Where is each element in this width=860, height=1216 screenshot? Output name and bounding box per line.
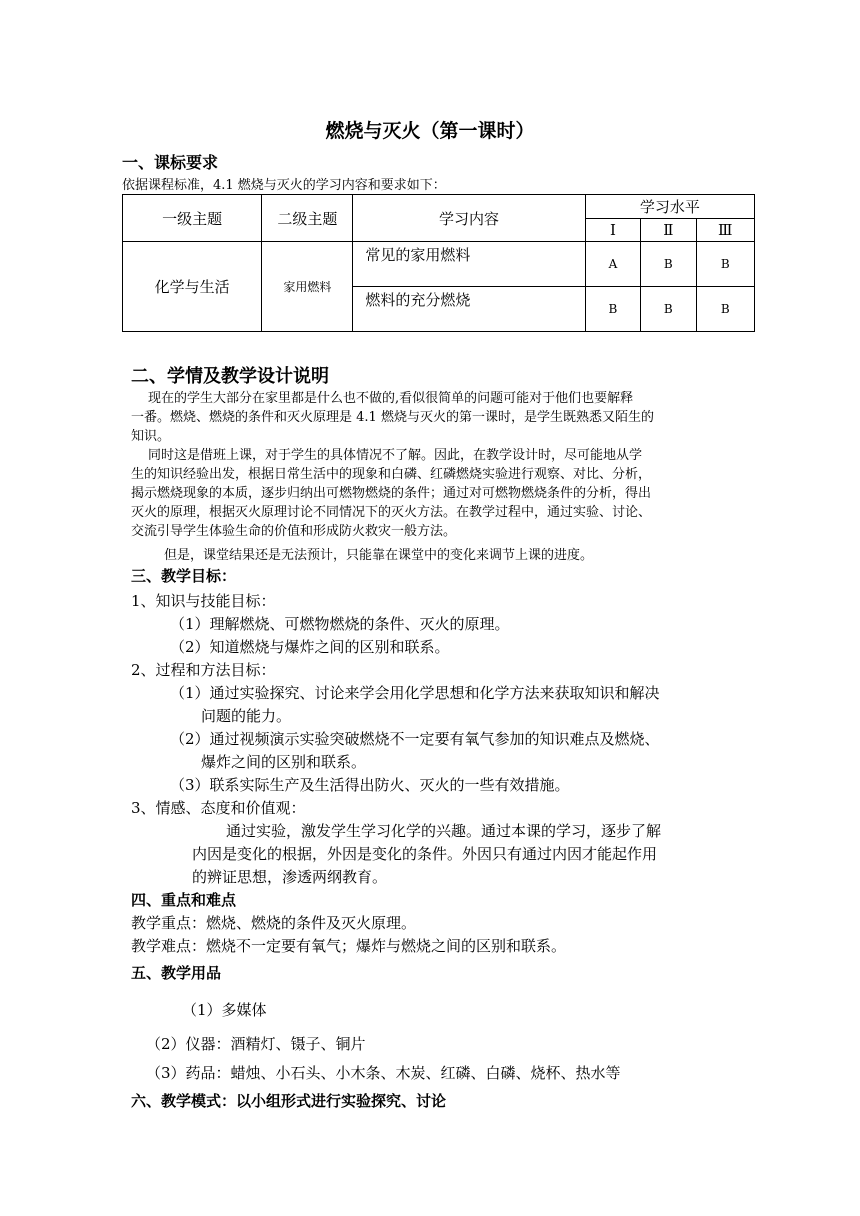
- goal-heading: 1、知识与技能目标：: [131, 592, 276, 610]
- supply-item: （3）药品：蜡烛、小石头、小木条、木炭、红磷、白磷、烧杯、热水等: [146, 1064, 621, 1082]
- goal-text: 通过实验，激发学生学习化学的兴趣。通过本课的学习，逐步了解: [226, 822, 662, 840]
- cell-level-value: B: [696, 287, 754, 332]
- cell-level-value: A: [585, 242, 640, 287]
- paragraph-line: 灭火的原理，根据灭火原理讨论不同情况下的灭火方法。在教学过程中，通过实验、讨论、: [131, 505, 652, 520]
- cell-level-value: B: [696, 242, 754, 287]
- paragraph-line: 交流引导学生体验生命的价值和形成防火救灾一般方法。: [131, 524, 457, 539]
- paragraph-line: 知识。: [131, 429, 171, 444]
- paragraph-line: 一番。燃烧、燃烧的条件和灭火原理是 4.1 燃烧与灭火的第一课时，是学生既熟悉又陌生的: [131, 410, 654, 425]
- header-level1-topic: 一级主题: [123, 195, 262, 242]
- goal-item: （1）通过实验探究、讨论来学会用化学思想和化学方法来获取知识和解决: [170, 684, 660, 702]
- section-2-heading: 二、学情及教学设计说明: [131, 366, 329, 387]
- header-level-2: Ⅱ: [641, 219, 696, 242]
- section-3-heading: 三、教学目标：: [131, 567, 237, 585]
- cell-level-value: B: [641, 242, 696, 287]
- cell-level1-topic: 化学与生活: [123, 242, 262, 332]
- cell-level2-topic: 家用燃料: [262, 242, 353, 332]
- section-5-heading: 五、教学用品: [131, 964, 222, 982]
- paragraph-line: 同时这是借班上课，对于学生的具体情况不了解。因此，在教学设计时，尽可能地从学: [148, 448, 643, 463]
- header-level2-topic: 二级主题: [262, 195, 353, 242]
- goal-heading: 2、过程和方法目标：: [131, 661, 276, 679]
- paragraph-line: 但是，课堂结果还是无法预计，只能靠在课堂中的变化来调节上课的进度。: [164, 548, 594, 563]
- cell-level-value: B: [585, 287, 640, 332]
- paragraph-line: 现在的学生大部分在家里都是什么也不做的,看似很简单的问题可能对于他们也要解释: [148, 391, 634, 406]
- cell-content: 常见的家用燃料: [353, 242, 585, 287]
- cell-content: 燃料的充分燃烧: [353, 287, 585, 332]
- header-level-1: Ⅰ: [585, 219, 640, 242]
- section-1-intro: 依据课程标准，4.1 燃烧与灭火的学习内容和要求如下：: [122, 178, 446, 193]
- goal-item: （2）知道燃烧与爆炸之间的区别和联系。: [170, 638, 450, 656]
- goal-item-continued: 爆炸之间的区别和联系。: [201, 753, 367, 771]
- header-content: 学习内容: [353, 195, 585, 242]
- goal-item: （3）联系实际生产及生活得出防火、灭火的一些有效措施。: [170, 776, 570, 794]
- section-6-heading: 六、教学模式：以小组形式进行实验探究、讨论: [131, 1092, 447, 1110]
- header-learning-level: 学习水平: [585, 195, 754, 219]
- goal-heading: 3、情感、态度和价值观：: [131, 799, 306, 817]
- goal-item: （2）通过视频演示实验突破燃烧不一定要有氧气参加的知识难点及燃烧、: [170, 730, 660, 748]
- section-1-heading: 一、课标要求: [122, 153, 219, 172]
- goal-text: 内因是变化的根据，外因是变化的条件。外因只有通过内因才能起作用: [192, 845, 658, 863]
- supply-item: （2）仪器：酒精灯、镊子、铜片: [146, 1035, 366, 1053]
- curriculum-table: [122, 194, 755, 332]
- key-point: 教学重点：燃烧、燃烧的条件及灭火原理。: [131, 914, 417, 932]
- goal-item-continued: 问题的能力。: [201, 707, 292, 725]
- header-level-3: Ⅲ: [696, 219, 754, 242]
- supply-item: （1）多媒体: [182, 1001, 267, 1019]
- cell-level-value: B: [641, 287, 696, 332]
- page-title: 燃烧与灭火（第一课时）: [325, 120, 535, 142]
- paragraph-line: 揭示燃烧现象的本质，逐步归纳出可燃物燃烧的条件；通过对可燃物燃烧条件的分析，得出: [131, 486, 652, 501]
- section-4-heading: 四、重点和难点: [131, 891, 237, 909]
- goal-item: （1）理解燃烧、可燃物燃烧的条件、灭火的原理。: [170, 615, 510, 633]
- difficult-point: 教学难点：燃烧不一定要有氧气；爆炸与燃烧之间的区别和联系。: [131, 937, 567, 955]
- paragraph-line: 生的知识经验出发，根据日常生活中的现象和白磷、红磷燃烧实验进行观察、对比、分析，: [131, 467, 652, 482]
- goal-text: 的辨证思想，渗透两纲教育。: [192, 868, 388, 886]
